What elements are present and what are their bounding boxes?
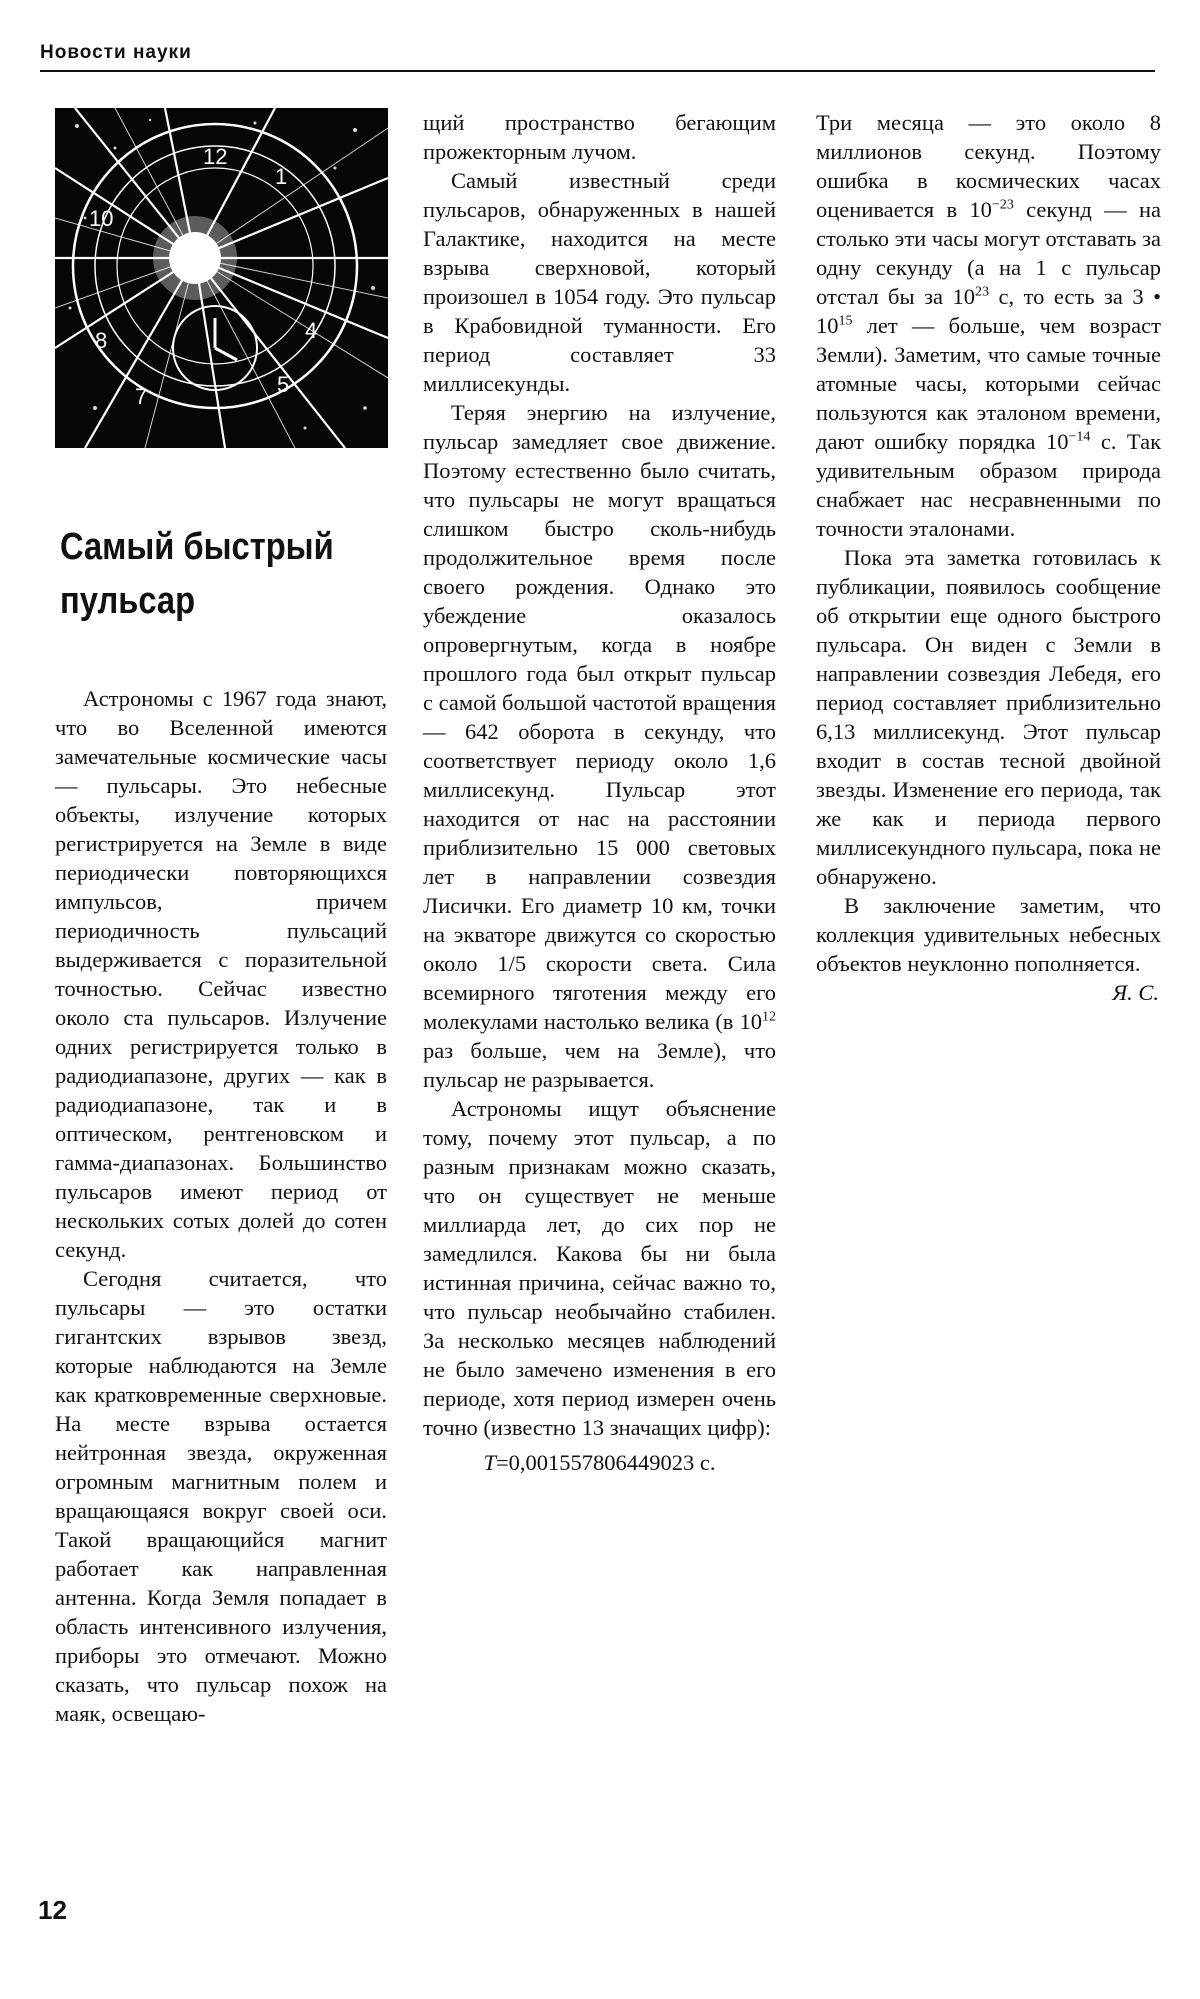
exponent: 12 [762,1009,776,1025]
exponent: 23 [975,284,989,300]
paragraph: щий пространство бегающим прожекторным лучом. [423,110,776,164]
section-label: Новости науки [40,42,192,63]
clock-numeral: 8 [95,328,108,353]
exponent: −14 [1068,429,1091,445]
title-line: пульсар [60,580,196,622]
period-formula [423,1448,776,1477]
clock-numeral: 10 [89,206,114,231]
exponent: −23 [991,197,1014,213]
text-run: секунд — на столько эти часы могут отставать за одну секунду (а на 1 с пульсар отстал бы за 10 [816,197,1161,309]
text-run: лет — больше, чем возраст Земли). Заметим, что самые точные атомные часы, которыми сейчас пользуются как эталоном времени, дают ошибку порядка 10 [816,313,1161,454]
paragraph: В заключение заметим, что коллекция удивительных небесных объектов неуклонно пополняется. [816,893,1161,976]
paragraph [816,108,1161,543]
clock-numeral: 12 [203,144,228,169]
paragraph: Теряя энергию на излучение, пульсар замедляет свое движение. Поэтому естественно было считать, что пульсары не могут вращаться слишком быстро сколь-нибудь продолжительное время после своего рождения. Однако это убеждение оказалось опровергнутым, когда в ноябре прошлого года был открыт пульсар с самой большой частотой вращения — 642 оборота в секунду, что соответствует периоду около 1,6 миллисекунд. Пульсар этот находится от нас на расстоянии приблизительно 15 000 световых лет в направлении созвездия Лисички. Его диаметр 10 км, точки на экваторе движутся со скоростью около 1/5 скорости света. Сила всемирного тяготения между его молекулами настолько велика (в $10^{12}$ раз больше, чем на Земле), что пульсар не разрывается. [423,400,776,1092]
paragraph: Пока эта заметка готовилась к публикации, появилось сообщение об открытии еще одного быстрого пульсара. Он виден с Земли в направлении созвездия Лебедя, его период составляет приблизительно 6,13 миллисекунд. Этот пульсар входит в состав тесной двойной звезды. Изменение его периода, так же как и периода первого миллисекундного пульсара, пока не обнаружено. [816,545,1161,889]
clock-numeral: 1 [275,164,288,189]
article-column-2 [423,108,776,1477]
formula-variable: T [483,1450,496,1475]
paragraph: Сегодня считается, что пульсары — это остатки гигантских взрывов звезд, которые наблюдаются на Земле как кратковременные сверхновые. На месте взрыва остается нейтронная звезда, окруженная огромным магнитным полем и вращающаяся вокруг своей оси. Такой вращающийся магнит работает как направленная антенна. Когда Земля попадает в область интенсивного излучения, приборы это отмечают. Можно сказать, что пульсар похож на маяк, освещаю- [55,1266,387,1726]
paragraph: Астрономы с 1967 года знают, что во Вселенной имеются замечательные космические часы — пульсары. Это небесные объекты, излучение которых регистрируется на Земле в виде периодически повторяющихся импульсов, причем периодичность пульсаций выдерживается с поразительной точностью. Сейчас известно около ста пульсаров. Излучение одних регистрируется только в радиодиапазоне, других — как в радиодиапазоне, так и в оптическом, рентгеновском и гамма-диапазонах. Большинство пульсаров имеют период от нескольких сотых долей до сотен секунд. [55,686,387,1262]
text-run: с, то есть за 3 • 10 [816,284,1162,338]
article-title [60,520,344,628]
clock-numeral: 4 [305,318,318,343]
title-line: Самый быстрый [60,526,334,568]
exponent: 15 [838,313,853,329]
paragraph: Самый известный среди пульсаров, обнаруженных в нашей Галактике, находится на месте взрыва сверхновой, который произошел в 1054 году. Это пульсар в Крабовидной туманности. Его период составляет 33 миллисекунды. [423,168,776,396]
clock-numeral: 5 [277,372,290,397]
clock-numeral: 7 [135,384,148,409]
article-column-1 [55,684,387,1728]
page-number: 12 [38,1895,67,1925]
illustration-svg [55,108,388,448]
text-run: Теряя энергию на излучение, пульсар замедляет свое движение. Поэтому естественно было считать, что пульсары не могут вращаться слишком быстро сколь-нибудь продолжительное время после своего рождения. Однако это убеждение оказалось опровергнутым, когда в ноябре прошлого года был открыт пульсар с самой большой частотой вращения — 642 оборота в секунду, что соответствует периоду около 1,6 миллисекунд. Пульсар этот находится от нас на расстоянии приблизительно 15 000 световых лет в направлении созвездия Лисички. Его диаметр 10 км, точки на экваторе движутся со скоростью около 1/5 скорости света. Сила всемирного тяготения между его молекулами настолько велика (в [423,400,776,1034]
author-signature: Я. С. [1112,980,1159,1005]
text-run: раз больше, чем на Земле), что пульсар не разрывается. [423,1038,776,1092]
section-header [40,42,1155,72]
paragraph: Астрономы ищут объяснение тому, почему этот пульсар, а по разным признакам можно сказать, что он существует не меньше миллиарда лет, до сих пор не замедлился. Какова бы ни была истинная причина, сейчас важно то, что пульсар необычайно стабилен. За несколько месяцев наблюдений не было замечено изменения в его периоде, хотя период измерен очень точно (известно 13 значащих цифр): [423,1096,776,1440]
cosmic-clock-burst-icon [55,108,388,448]
formula-value: =0,001557806449023 с. [495,1450,716,1475]
article-column-3 [816,108,1161,1007]
text-run: с. Так удивительным образом природа снабжает нас несравненными по точности эталонами. [816,429,1162,541]
text-run: Три месяца — это около 8 миллионов секунд. Поэтому ошибка в космических часах оценивается в 10 [816,110,1161,222]
